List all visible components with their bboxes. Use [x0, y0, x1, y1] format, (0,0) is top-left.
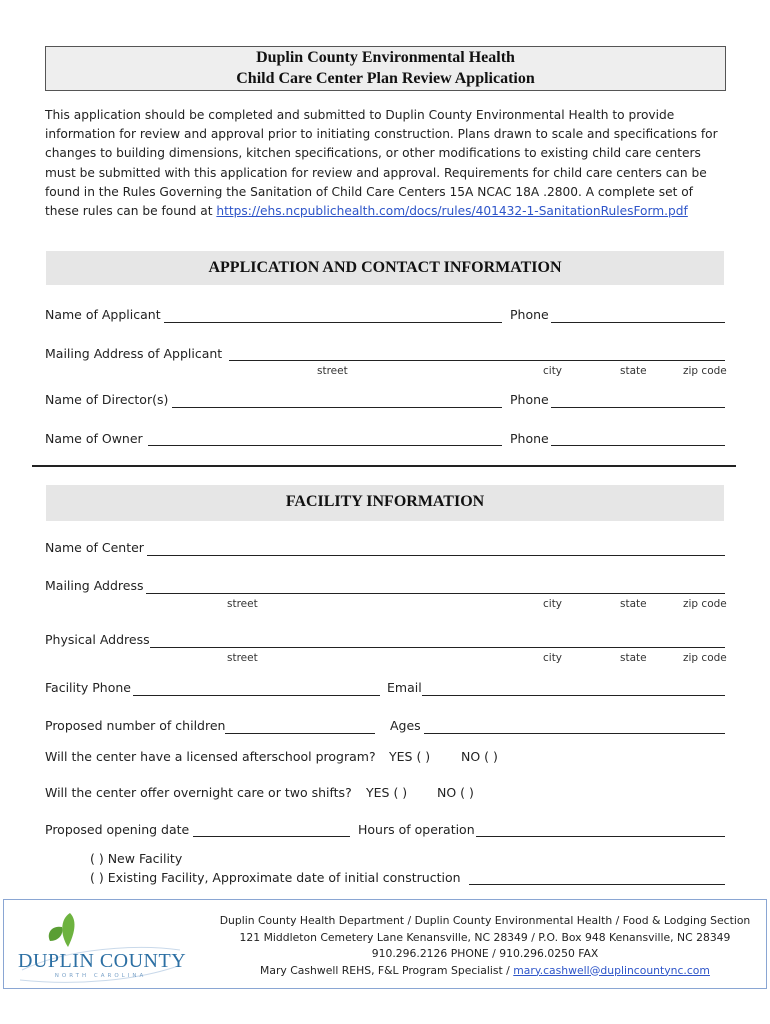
owner-name-label: Name of Owner — [45, 431, 143, 446]
applicant-phone-field[interactable] — [551, 322, 725, 323]
contact-section-heading: APPLICATION AND CONTACT INFORMATION — [46, 251, 724, 285]
physical-address-field[interactable] — [150, 647, 725, 648]
opening-date-field[interactable] — [193, 836, 350, 837]
owner-name-field[interactable] — [148, 445, 502, 446]
children-count-field[interactable] — [225, 733, 375, 734]
facility-section-heading: FACILITY INFORMATION — [46, 485, 724, 521]
afterschool-question: Will the center have a licensed afterschool program? — [45, 749, 376, 764]
applicant-phone-label: Phone — [510, 307, 549, 322]
facility-email-field[interactable] — [422, 695, 725, 696]
form-title-box — [45, 46, 726, 91]
ages-label: Ages — [390, 718, 421, 733]
facility-mailing-city-caption: city — [543, 598, 563, 610]
center-name-label: Name of Center — [45, 540, 144, 555]
form-title-line2: Child Care Center Plan Review Application — [236, 70, 535, 87]
director-name-label: Name of Director(s) — [45, 392, 169, 407]
facility-phone-field[interactable] — [133, 695, 380, 696]
physical-city-caption: city — [543, 652, 563, 664]
applicant-zip-caption: zip code — [683, 365, 727, 377]
footer-line-2: 121 Middleton Cemetery Lane Kenansville, NC 28349 / P.O. Box 948 Kenansville, NC 28349 — [239, 930, 731, 944]
applicant-name-field[interactable] — [164, 322, 502, 323]
hours-field[interactable] — [476, 836, 725, 837]
opening-date-label: Proposed opening date — [45, 822, 190, 837]
facility-mailing-label: Mailing Address — [45, 578, 144, 593]
facility-email-label: Email — [387, 680, 422, 695]
overnight-no-option[interactable]: NO ( ) — [437, 785, 474, 800]
physical-street-caption: street — [227, 652, 258, 664]
applicant-state-caption: state — [620, 365, 647, 377]
logo-wordmark: DUPLIN COUNTY — [18, 950, 187, 972]
applicant-street-caption: street — [317, 365, 348, 377]
ages-field[interactable] — [424, 733, 725, 734]
new-facility-option[interactable]: ( ) New Facility — [90, 851, 183, 866]
logo-subtitle: NORTH CAROLINA — [54, 973, 147, 979]
facility-mailing-zip-caption: zip code — [683, 598, 727, 610]
center-name-field[interactable] — [147, 555, 725, 556]
applicant-mailing-label: Mailing Address of Applicant — [45, 346, 223, 361]
construction-date-field[interactable] — [469, 884, 725, 885]
facility-mailing-street-caption: street — [227, 598, 258, 610]
footer-line-4 — [215, 963, 755, 980]
applicant-name-label: Name of Applicant — [45, 307, 161, 322]
hours-label: Hours of operation — [358, 822, 475, 837]
afterschool-yes-option[interactable]: YES ( ) — [389, 749, 431, 764]
director-phone-field[interactable] — [551, 407, 725, 408]
footer-email-link[interactable]: mary.cashwell@duplincountync.com — [513, 963, 710, 977]
existing-facility-option[interactable]: ( ) Existing Facility, Approximate date of initial construction — [90, 870, 461, 885]
rules-link[interactable]: https://ehs.ncpublichealth.com/docs/rules/401432-1-SanitationRulesForm.pdf — [216, 204, 688, 219]
physical-address-label: Physical Address — [45, 632, 150, 647]
physical-zip-caption: zip code — [683, 652, 727, 664]
overnight-question: Will the center offer overnight care or two shifts? — [45, 785, 352, 800]
form-title-line1: Duplin County Environmental Health — [256, 49, 515, 66]
footer-line-3: 910.296.2126 PHONE / 910.296.0250 FAX — [371, 947, 599, 960]
section-divider — [32, 465, 736, 467]
children-count-label: Proposed number of children — [45, 718, 226, 733]
footer-line-1: Duplin County Health Department / Duplin County Environmental Health / Food & Lodging Section — [219, 914, 751, 927]
overnight-yes-option[interactable]: YES ( ) — [366, 785, 408, 800]
physical-state-caption: state — [620, 652, 647, 664]
intro-paragraph — [45, 106, 727, 221]
applicant-mailing-field[interactable] — [229, 360, 725, 361]
owner-phone-label: Phone — [510, 431, 549, 446]
director-phone-label: Phone — [510, 392, 549, 407]
facility-mailing-field[interactable] — [146, 593, 725, 594]
footer-specialist: Mary Cashwell REHS, F&L Program Specialist / — [260, 963, 514, 977]
owner-phone-field[interactable] — [551, 445, 725, 446]
intro-text: This application should be completed and submitted to Duplin County Environmental Health to provide information for review and approval prior to initiating construction. Plans drawn to scale and specifications for changes to building dimensions, kitchen specifications, or other modifications to existing child care centers must be submitted with this application for review and approval. Requirements for child care centers can be found in the Rules Governing the Sanitation of Child Care Centers 15A NCAC 18A .2800. A complete set of these rules can be found at — [45, 108, 718, 219]
facility-phone-label: Facility Phone — [45, 680, 131, 695]
facility-mailing-state-caption: state — [620, 598, 647, 610]
director-name-field[interactable] — [172, 407, 502, 408]
afterschool-no-option[interactable]: NO ( ) — [461, 749, 498, 764]
applicant-city-caption: city — [543, 365, 563, 377]
footer-contact-block — [215, 913, 755, 979]
